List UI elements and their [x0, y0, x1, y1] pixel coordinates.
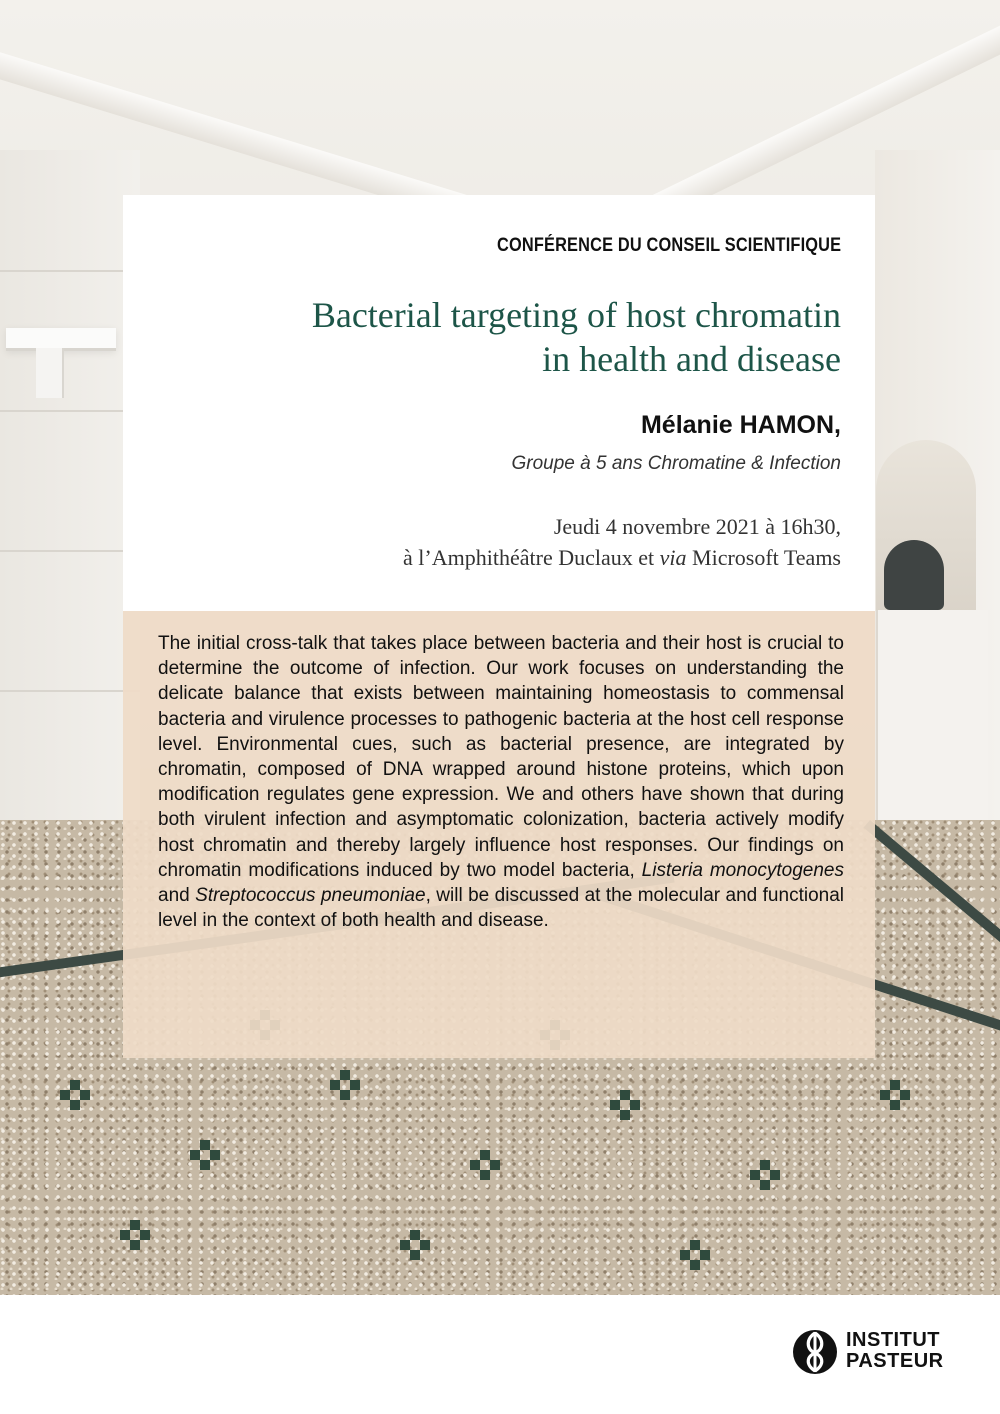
talk-title-line2: in health and disease	[542, 339, 841, 379]
event-date-location	[161, 511, 841, 573]
niche-plinth	[876, 610, 988, 840]
logo-line2: PASTEUR	[846, 1350, 944, 1372]
wall-lamp-stem	[36, 348, 64, 398]
event-location-pre: à l’Amphithéâtre Duclaux et	[403, 545, 660, 570]
event-location-post: Microsoft Teams	[686, 545, 841, 570]
species-streptococcus: Streptococcus pneumoniae	[195, 885, 426, 907]
logo-wordmark	[846, 1330, 944, 1372]
event-type-label: CONFÉRENCE DU CONSEIL SCIENTIFIQUE	[496, 235, 841, 256]
speaker-affiliation: Groupe à 5 ans Chromatine & Infection	[511, 453, 841, 474]
abstract-text-part2: , will be discussed at the molecular and functional level in the context of both health and disease.	[158, 885, 844, 932]
talk-title	[161, 293, 841, 381]
speaker-name: Mélanie HAMON,	[640, 411, 841, 439]
event-date: Jeudi 4 novembre 2021 à 16h30,	[553, 514, 841, 539]
event-location-via: via	[659, 545, 687, 570]
abstract-text-part1: The initial cross-talk that takes place between bacteria and their host is crucial to determine the outcome of infection. Our work focuses on understanding the delicate balance that exists between maintaining homeostasis to commensal bacteria and virulence processes to pathogenic bacteria at the host cell response level. Environmental cues, such as bacterial presence, are integrated by chromatin, composed of DNA wrapped around histone proteins, which upon modification regulates gene expression. We and others have shown that during both virulent infection and asymptomatic colonization, bacteria actively modify host chromatin and thereby largely influence host responses. Our findings on chromatin modifications induced by two model bacteria,	[158, 633, 844, 881]
talk-title-line1: Bacterial targeting of host chromatin	[311, 295, 841, 335]
institut-pasteur-logo	[792, 1327, 967, 1377]
species-listeria: Listeria monocytogenes	[641, 859, 844, 881]
abstract-box	[123, 611, 875, 1058]
event-card	[123, 195, 875, 611]
abstract-text	[158, 631, 844, 933]
abstract-text-and: and	[158, 885, 196, 907]
left-wall	[0, 150, 140, 850]
bust-sculpture	[884, 540, 944, 610]
logo-line1: INSTITUT	[846, 1329, 940, 1351]
institut-pasteur-logo-icon	[792, 1329, 838, 1375]
